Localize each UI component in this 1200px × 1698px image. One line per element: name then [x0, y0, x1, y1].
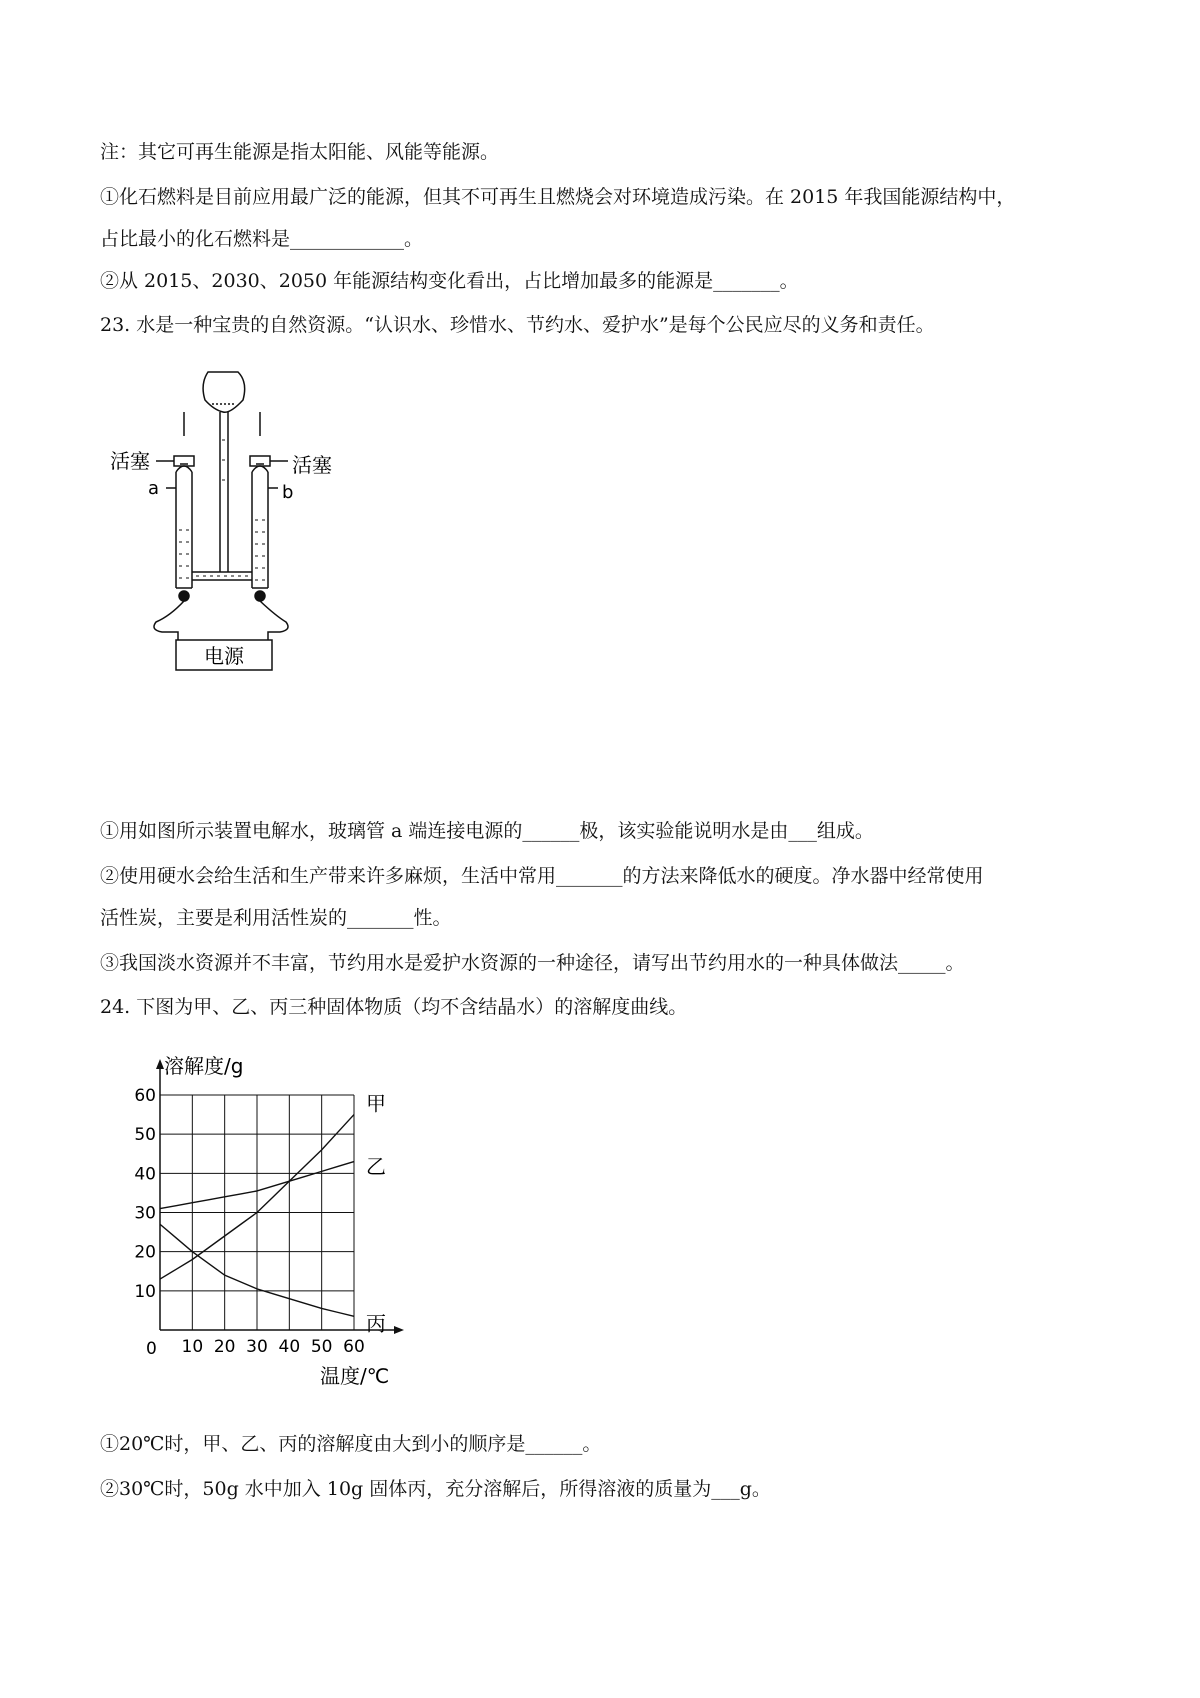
x-tick-label: 20 — [213, 1337, 236, 1357]
tube-a-label: a — [148, 478, 160, 499]
x-tick-label: 30 — [246, 1337, 268, 1357]
series-label-3: 丙 — [366, 1311, 386, 1336]
q23-ii-line2: 活性炭，主要是利用活性炭的_______性。 — [100, 907, 452, 929]
valve-label-right: 活塞 — [292, 453, 332, 477]
electrolysis-apparatus-figure — [110, 360, 350, 680]
x-tick-label: 50 — [310, 1337, 333, 1357]
q24-stem: 24. 下图为甲、乙、丙三种固体物质（均不含结晶水）的溶解度曲线。 — [100, 996, 688, 1018]
x-axis-label: 温度/℃ — [320, 1364, 390, 1385]
q23-i: ①用如图所示装置电解水，玻璃管 a 端连接电源的______极，该实验能说明水是由___组成。 — [100, 820, 874, 842]
x-tick-label: 10 — [181, 1337, 204, 1357]
y-tick-label: 30 — [134, 1203, 156, 1224]
y-tick-label: 10 — [134, 1281, 156, 1302]
note-text: 注：其它可再生能源是指太阳能、风能等能源。 — [100, 141, 500, 163]
x-axis-arrow — [394, 1326, 404, 1334]
y-tick-label: 60 — [134, 1086, 156, 1106]
x-tick-label: 40 — [278, 1337, 301, 1357]
origin-label: 0 — [146, 1339, 157, 1359]
series-label-2: 乙 — [366, 1154, 386, 1179]
x-tick-label: 60 — [343, 1337, 365, 1357]
q22-i-line2: 占比最小的化石燃料是____________。 — [100, 228, 424, 250]
tube-b-label: b — [282, 482, 294, 503]
q24-ii: ②30℃时，50g 水中加入 10g 固体丙，充分溶解后，所得溶液的质量为___g。 — [100, 1478, 771, 1500]
solubility-curve-chart — [120, 1045, 430, 1385]
q23-iii: ③我国淡水资源并不丰富，节约用水是爱护水资源的一种途径，请写出节约用水的一种具体做法_____。 — [100, 952, 965, 974]
y-tick-label: 50 — [134, 1125, 156, 1146]
q23-stem: 23. 水是一种宝贵的自然资源。“认识水、珍惜水、节约水、爱护水”是每个公民应尽的义务和责任。 — [100, 314, 935, 336]
series-label-1: 甲 — [366, 1091, 386, 1116]
q23-ii-line1: ②使用硬水会给生活和生产带来许多麻烦，生活中常用_______的方法来降低水的硬度。净水器中经常使用 — [100, 865, 984, 887]
y-axis-label: 溶解度/g — [164, 1054, 244, 1078]
q22-ii: ②从 2015、2030、2050 年能源结构变化看出，占比增加最多的能源是_______。 — [100, 270, 799, 292]
q24-i: ①20℃时，甲、乙、丙的溶解度由大到小的顺序是______。 — [100, 1433, 602, 1455]
q22-i-line1: ①化石燃料是目前应用最广泛的能源，但其不可再生且燃烧会对环境造成污染。在 2015 年我国能源结构中， — [100, 186, 1016, 208]
y-tick-label: 20 — [134, 1242, 156, 1263]
y-axis-arrow — [156, 1059, 164, 1069]
power-supply-label: 电源 — [204, 644, 244, 668]
valve-label-left: 活塞 — [110, 449, 150, 473]
y-tick-label: 40 — [134, 1164, 156, 1185]
